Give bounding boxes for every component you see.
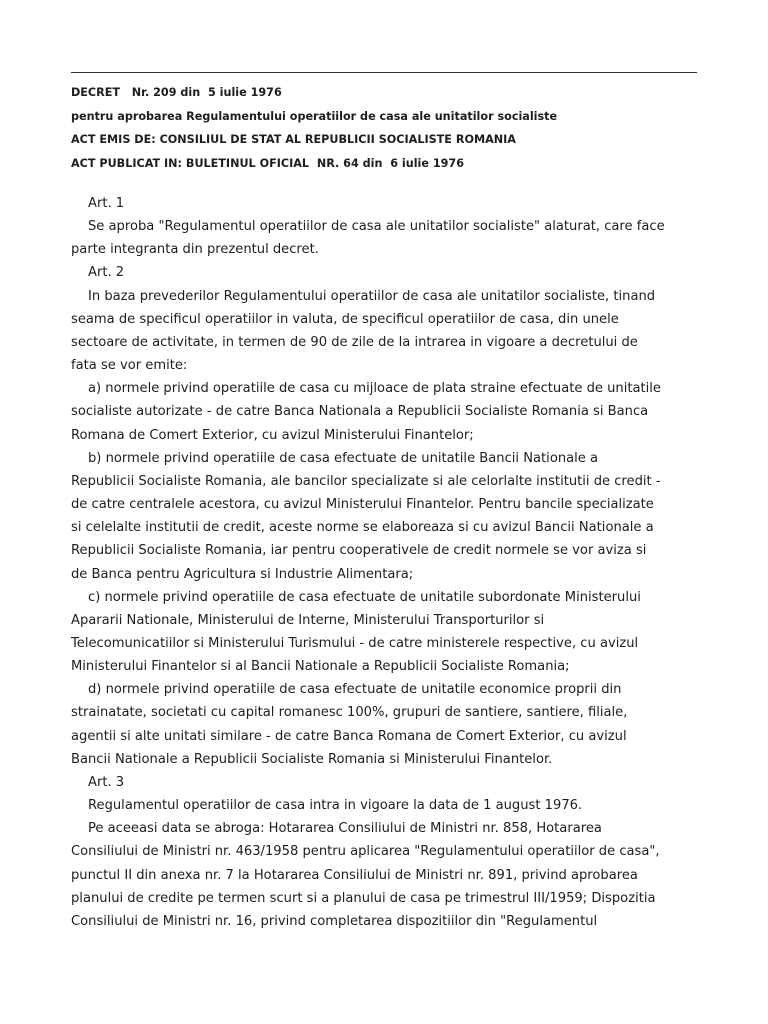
paragraph-line: socialiste autorizate - de catre Banca Nationala a Republicii Socialiste Romania si Banca <box>71 404 649 420</box>
paragraph-line: si celelalte institutii de credit, aceste norme se elaboreaza si cu avizul Bancii Nationale a <box>71 520 654 536</box>
decree-body <box>71 192 711 933</box>
list-item-c: c) normele privind operatiile de casa efectuate de unitatile subordonate Ministerului <box>88 589 641 605</box>
paragraph-line: Consiliului de Ministri nr. 16, privind completarea dispozitiilor din "Regulamentul <box>71 913 598 929</box>
paragraph-line: Ministerului Finantelor si al Bancii Nationale a Republicii Socialiste Romania; <box>71 659 570 675</box>
paragraph-line: punctul II din anexa nr. 7 la Hotararea Consiliului de Ministri nr. 891, privind aprobarea <box>71 867 638 883</box>
paragraph-line: Bancii Nationale a Republicii Socialiste Romania si Ministerului Finantelor. <box>71 751 553 767</box>
decree-publication: ACT PUBLICAT IN: BULETINUL OFICIAL NR. 64 din 6 iulie 1976 <box>71 156 464 170</box>
paragraph-line: Pe aceeasi data se abroga: Hotararea Consiliului de Ministri nr. 858, Hotararea <box>88 821 602 837</box>
list-item-a: a) normele privind operatiile de casa cu mijloace de plata straine efectuate de unitatile <box>88 381 661 397</box>
list-item-b: b) normele privind operatiile de casa efectuate de unitatile Bancii Nationale a <box>88 450 599 466</box>
article-heading-1: Art. 1 <box>88 196 125 211</box>
paragraph-line: Republicii Socialiste Romania, iar pentru cooperativele de credit normele se vor aviza si <box>71 543 647 559</box>
paragraph-line: strainatate, societati cu capital romanesc 100%, grupuri de santiere, santiere, filiale, <box>71 705 628 721</box>
decree-issuer: ACT EMIS DE: CONSILIUL DE STAT AL REPUBLICII SOCIALISTE ROMANIA <box>71 133 516 146</box>
article-heading-3: Art. 3 <box>88 774 125 790</box>
paragraph-line: de Banca pentru Agricultura si Industrie Alimentara; <box>71 566 414 582</box>
paragraph-line: seama de specificul operatiilor in valuta, de specificul operatiilor de casa, din unele <box>71 311 619 327</box>
header-rule <box>71 72 697 73</box>
paragraph-line: de catre centralele acestora, cu avizul Ministerului Finantelor. Pentru bancile specializate <box>71 497 654 513</box>
decree-subject: pentru aprobarea Regulamentului operatiilor de casa ale unitatilor socialiste <box>71 109 558 123</box>
paragraph-line: parte integranta din prezentul decret. <box>71 242 319 258</box>
paragraph-line: Apararii Nationale, Ministerului de Interne, Ministerului Transporturilor si <box>71 612 545 628</box>
paragraph-line: Telecomunicatiilor si Ministerului Turismului - de catre ministerele respective, cu avizul <box>71 635 639 651</box>
paragraph-line: agentii si alte unitati similare - de catre Banca Romana de Comert Exterior, cu avizul <box>71 728 627 744</box>
paragraph-line: planului de credite pe termen scurt si a planului de casa pe trimestrul III/1959; Dispozitia <box>71 890 656 906</box>
paragraph-line: Regulamentul operatiilor de casa intra in vigoare la data de 1 august 1976. <box>88 798 583 814</box>
article-heading-2: Art. 2 <box>88 265 125 281</box>
paragraph-line: Republicii Socialiste Romania, ale bancilor specializate si ale celorlalte institutii de credit - <box>71 473 661 489</box>
paragraph-line: Consiliului de Ministri nr. 463/1958 pentru aplicarea "Regulamentului operatiilor de casa", <box>71 844 660 860</box>
paragraph-line: In baza prevederilor Regulamentului operatiilor de casa ale unitatilor socialiste, tinand <box>88 288 656 304</box>
decree-header <box>71 81 711 175</box>
decree-title: DECRET Nr. 209 din 5 iulie 1976 <box>71 86 282 99</box>
paragraph-line: Se aproba "Regulamentul operatiilor de casa ale unitatilor socialiste" alaturat, care face <box>88 219 665 235</box>
paragraph-line: fata se vor emite: <box>71 358 188 374</box>
list-item-d: d) normele privind operatiile de casa efectuate de unitatile economice proprii din <box>88 682 622 698</box>
paragraph-line: Romana de Comert Exterior, cu avizul Ministerului Finantelor; <box>71 427 474 443</box>
paragraph-line: sectoare de activitate, in termen de 90 de zile de la intrarea in vigoare a decretului de <box>71 334 638 350</box>
